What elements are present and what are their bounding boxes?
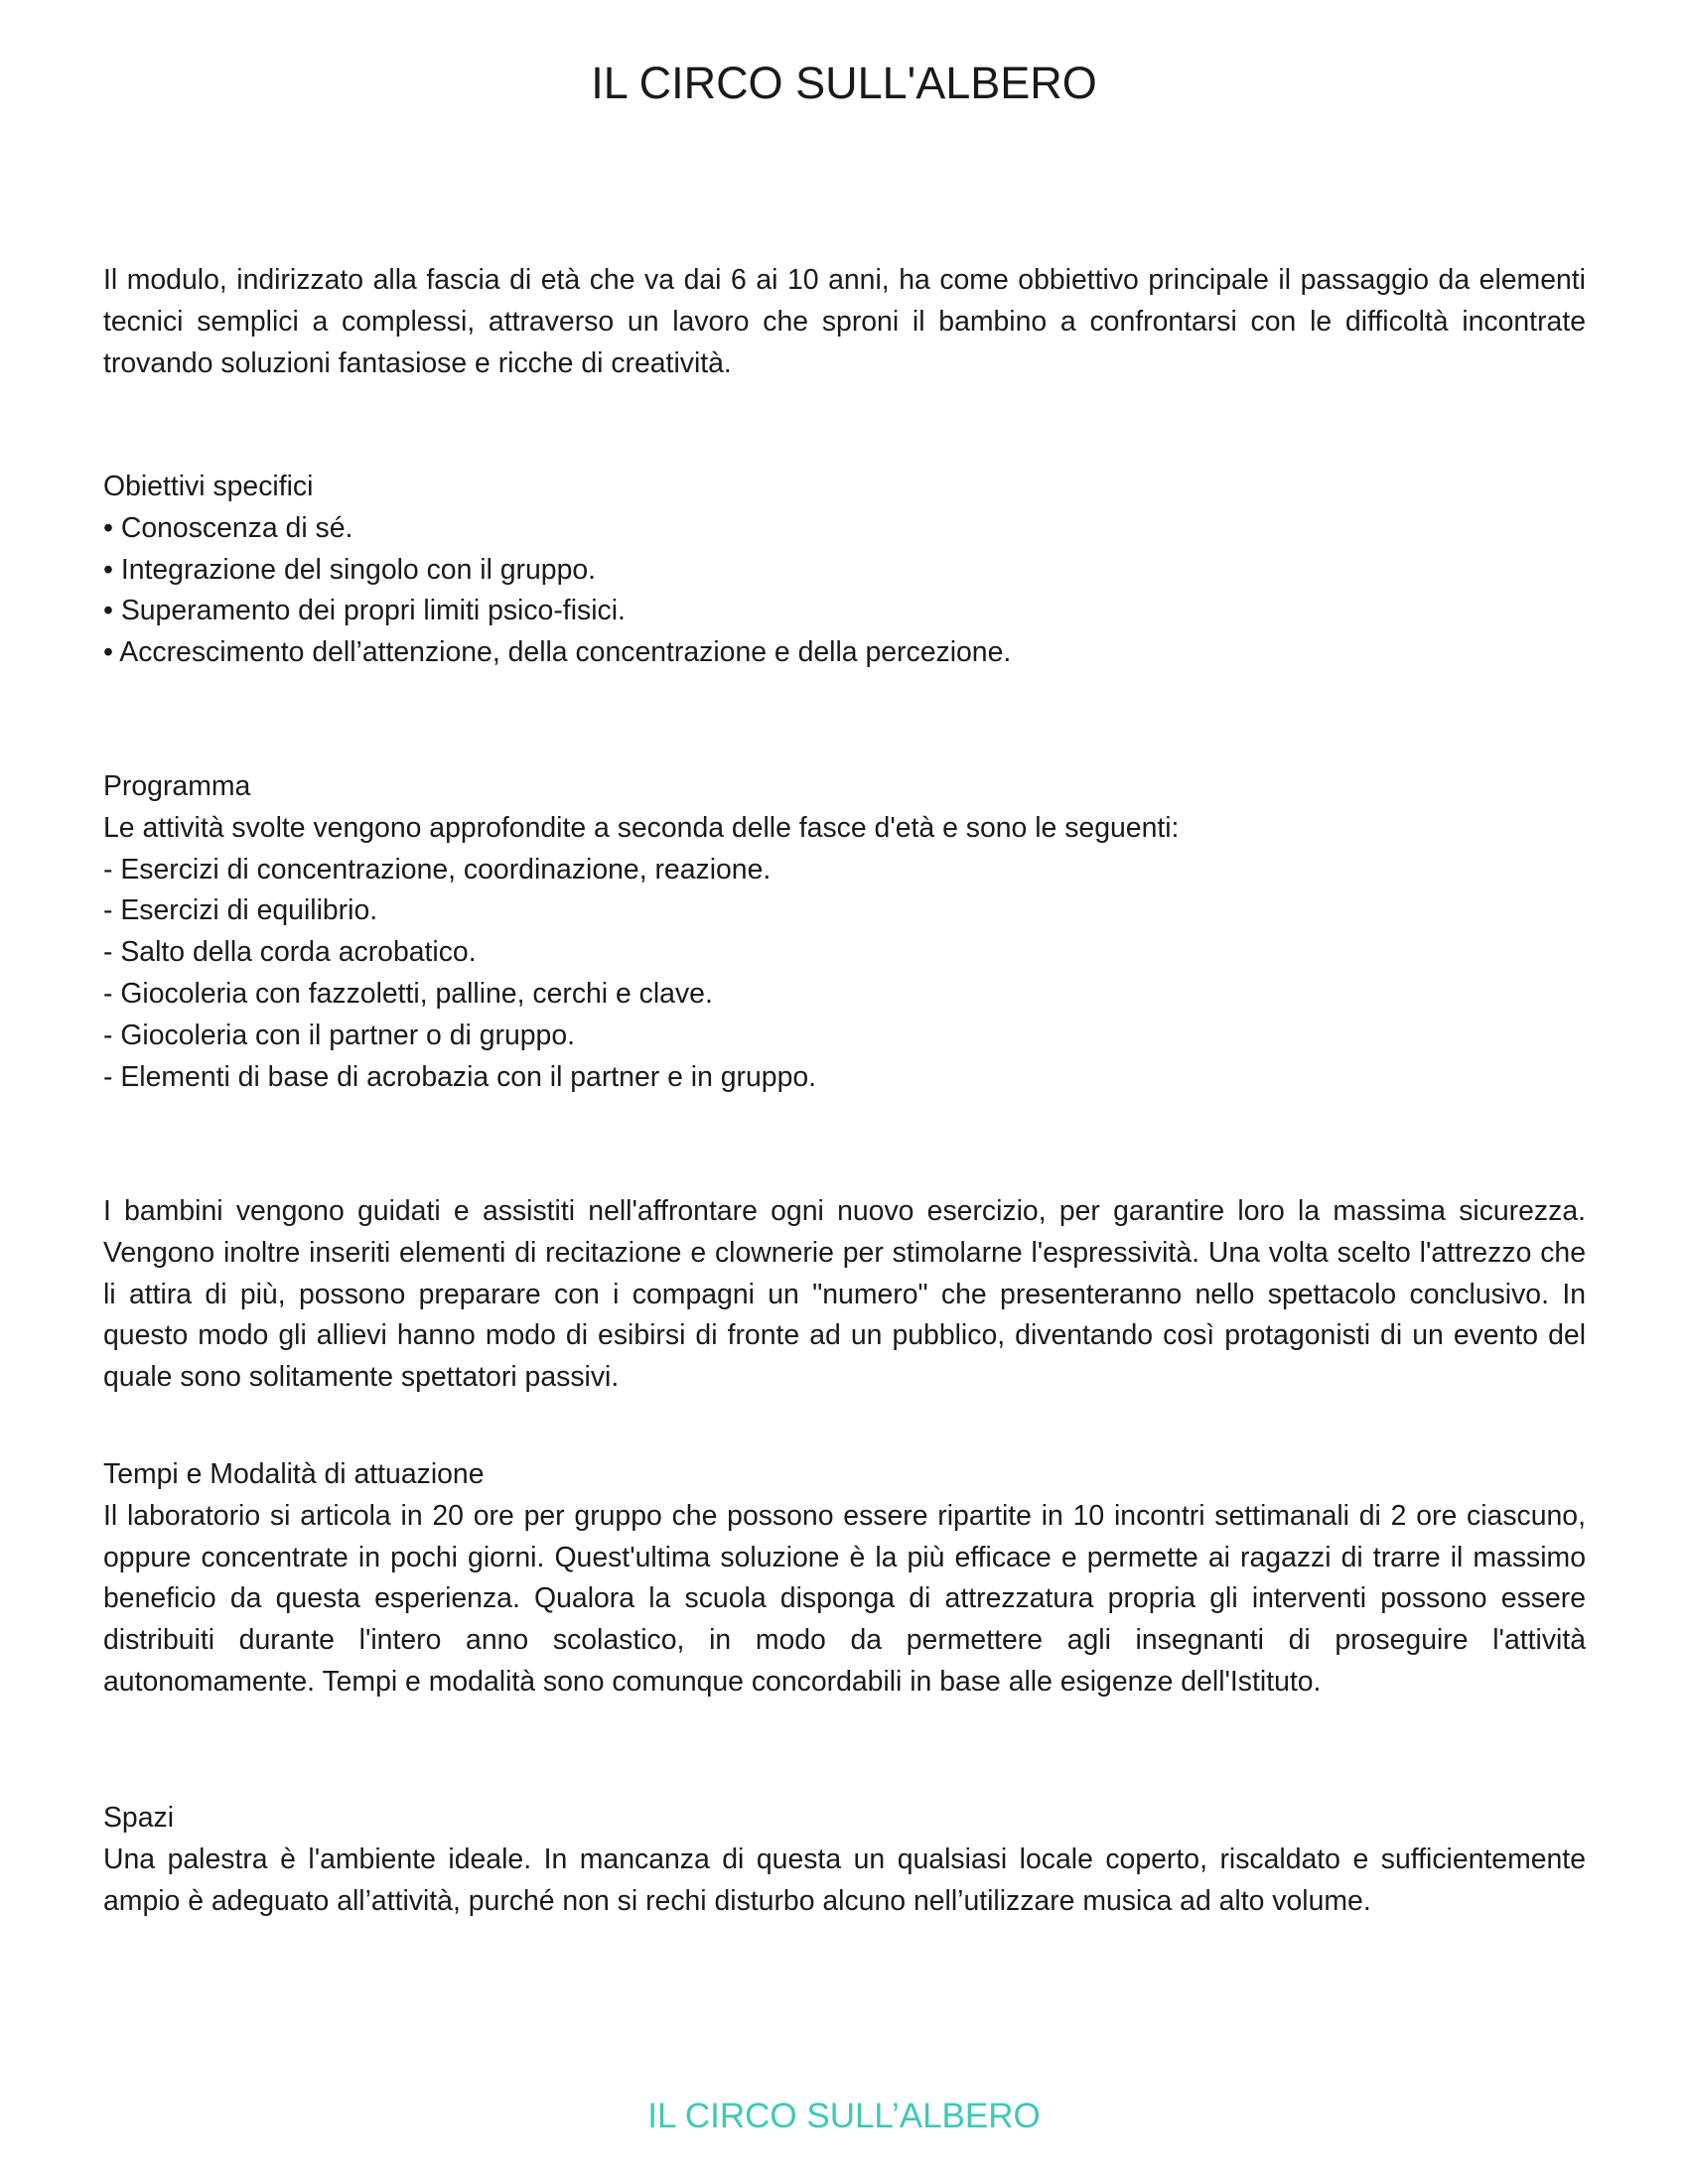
timing-heading: Tempi e Modalità di attuazione [103,1458,485,1490]
objectives-section [103,467,1586,674]
spaces-section [103,1798,1586,1922]
page-title: IL CIRCO SULL'ALBERO [591,58,1097,108]
program-item: - Elementi di base di acrobazia con il partner e in gruppo. [103,1060,817,1093]
program-lead: Le attività svolte vengono approfondite a seconda delle fasce d'età e sono le seguenti: [103,811,1180,844]
page-footer: IL CIRCO SULL’ALBERO [647,2097,1041,2135]
guidance-text: I bambini vengono guidati e assistiti nell'affrontare ogni nuovo esercizio, per garantire loro la massima sicurezza. Vengono inoltre inseriti elementi di recitazione e clownerie per stimolarne l'espressività. Una volta scelto l'attrezzo che li attira di più, possono preparare con i compagni un "numero" che presenteranno nello spettacolo conclusivo. In questo modo gli allievi hanno modo di esibirsi di fronte ad un pubblico, diventando così protagonisti di un evento del quale sono solitamente spettatori passivi. [103,1195,1586,1394]
guidance-paragraph [103,1191,1586,1399]
objective-item: • Integrazione del singolo con il gruppo. [103,553,597,586]
intro-paragraph [103,260,1586,384]
program-item: - Giocoleria con fazzoletti, palline, cerchi e clave. [103,977,713,1010]
timing-text: Il laboratorio si articola in 20 ore per gruppo che possono essere ripartite in 10 incontri settimanali di 2 ore ciascuno, oppure concentrate in pochi giorni. Quest'ultima soluzione è la più efficace e permette ai ragazzi di trarre il massimo beneficio da questa esperienza. Qualora la scuola disponga di attrezzatura propria gli interventi possono essere distribuiti durante l'intero anno scolastico, in modo da permettere agli insegnanti di proseguire l'attività autonomamente. Tempi e modalità sono comunque concordabili in base alle esigenze dell'Istituto. [103,1499,1586,1698]
spaces-text: Una palestra è l'ambiente ideale. In mancanza di questa un qualsiasi locale coperto, riscaldato e sufficientemente ampio è adeguato all’attività, purché non si rechi disturbo alcuno nell’utilizzare musica ad alto volume. [103,1843,1586,1917]
timing-section [103,1454,1586,1704]
program-item: - Salto della corda acrobatico. [103,936,477,969]
program-heading: Programma [103,770,251,802]
program-item: - Esercizi di concentrazione, coordinazione, reazione. [103,853,772,886]
spaces-heading: Spazi [103,1802,175,1834]
objective-item: • Superamento dei propri limiti psico-fisici. [103,595,626,627]
program-item: - Giocoleria con il partner o di gruppo. [103,1019,576,1051]
objective-item: • Conoscenza di sé. [103,511,353,544]
program-section [103,766,1586,1098]
objectives-heading: Obiettivi specifici [103,471,314,502]
intro-text: Il modulo, indirizzato alla fascia di età che va dai 6 ai 10 anni, ha come obbiettivo principale il passaggio da elementi tecnici semplici a complessi, attraverso un lavoro che sproni il bambino a confrontarsi con le difficoltà incontrate trovando soluzioni fantasiose e ricche di creatività. [103,264,1586,379]
objective-item: • Accrescimento dell’attenzione, della concentrazione e della percezione. [103,636,1012,669]
program-item: - Esercizi di equilibrio. [103,894,378,927]
